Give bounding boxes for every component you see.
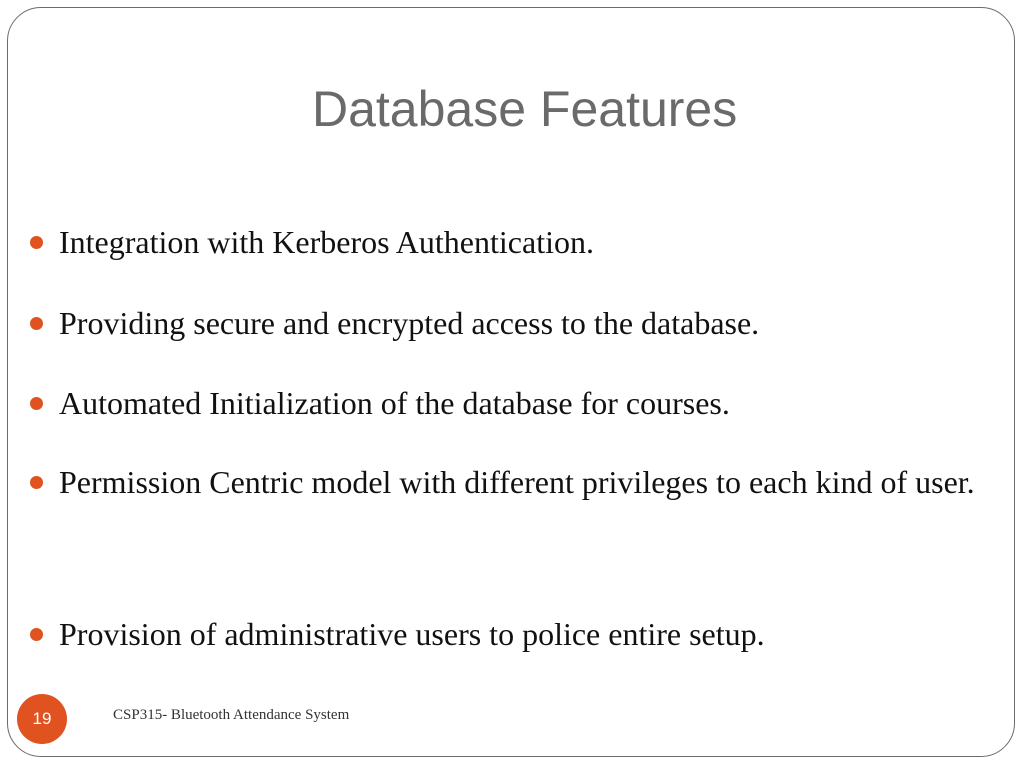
bullet-text: Automated Initialization of the database for courses. (59, 385, 730, 421)
bullet-item (30, 367, 995, 439)
bullet-dot-icon (30, 476, 43, 489)
bullet-text: Providing secure and encrypted access to the database. (59, 305, 760, 341)
bullet-dot-icon (30, 397, 43, 410)
bullet-dot-icon (30, 236, 43, 249)
bullet-text: Integration with Kerberos Authentication. (59, 224, 594, 260)
bullet-item (30, 446, 995, 518)
bullet-item (30, 287, 995, 359)
bullet-item (30, 206, 995, 278)
bullet-text: Provision of administrative users to police entire setup. (59, 616, 765, 652)
page-number-badge: 19 (17, 694, 67, 744)
bullet-text: Permission Centric model with different privileges to each kind of user. (59, 464, 975, 500)
bullet-item (30, 598, 995, 670)
footer-text: CSP315- Bluetooth Attendance System (113, 707, 350, 723)
slide-title: Database Features (312, 81, 738, 137)
bullet-dot-icon (30, 317, 43, 330)
bullet-dot-icon (30, 628, 43, 641)
